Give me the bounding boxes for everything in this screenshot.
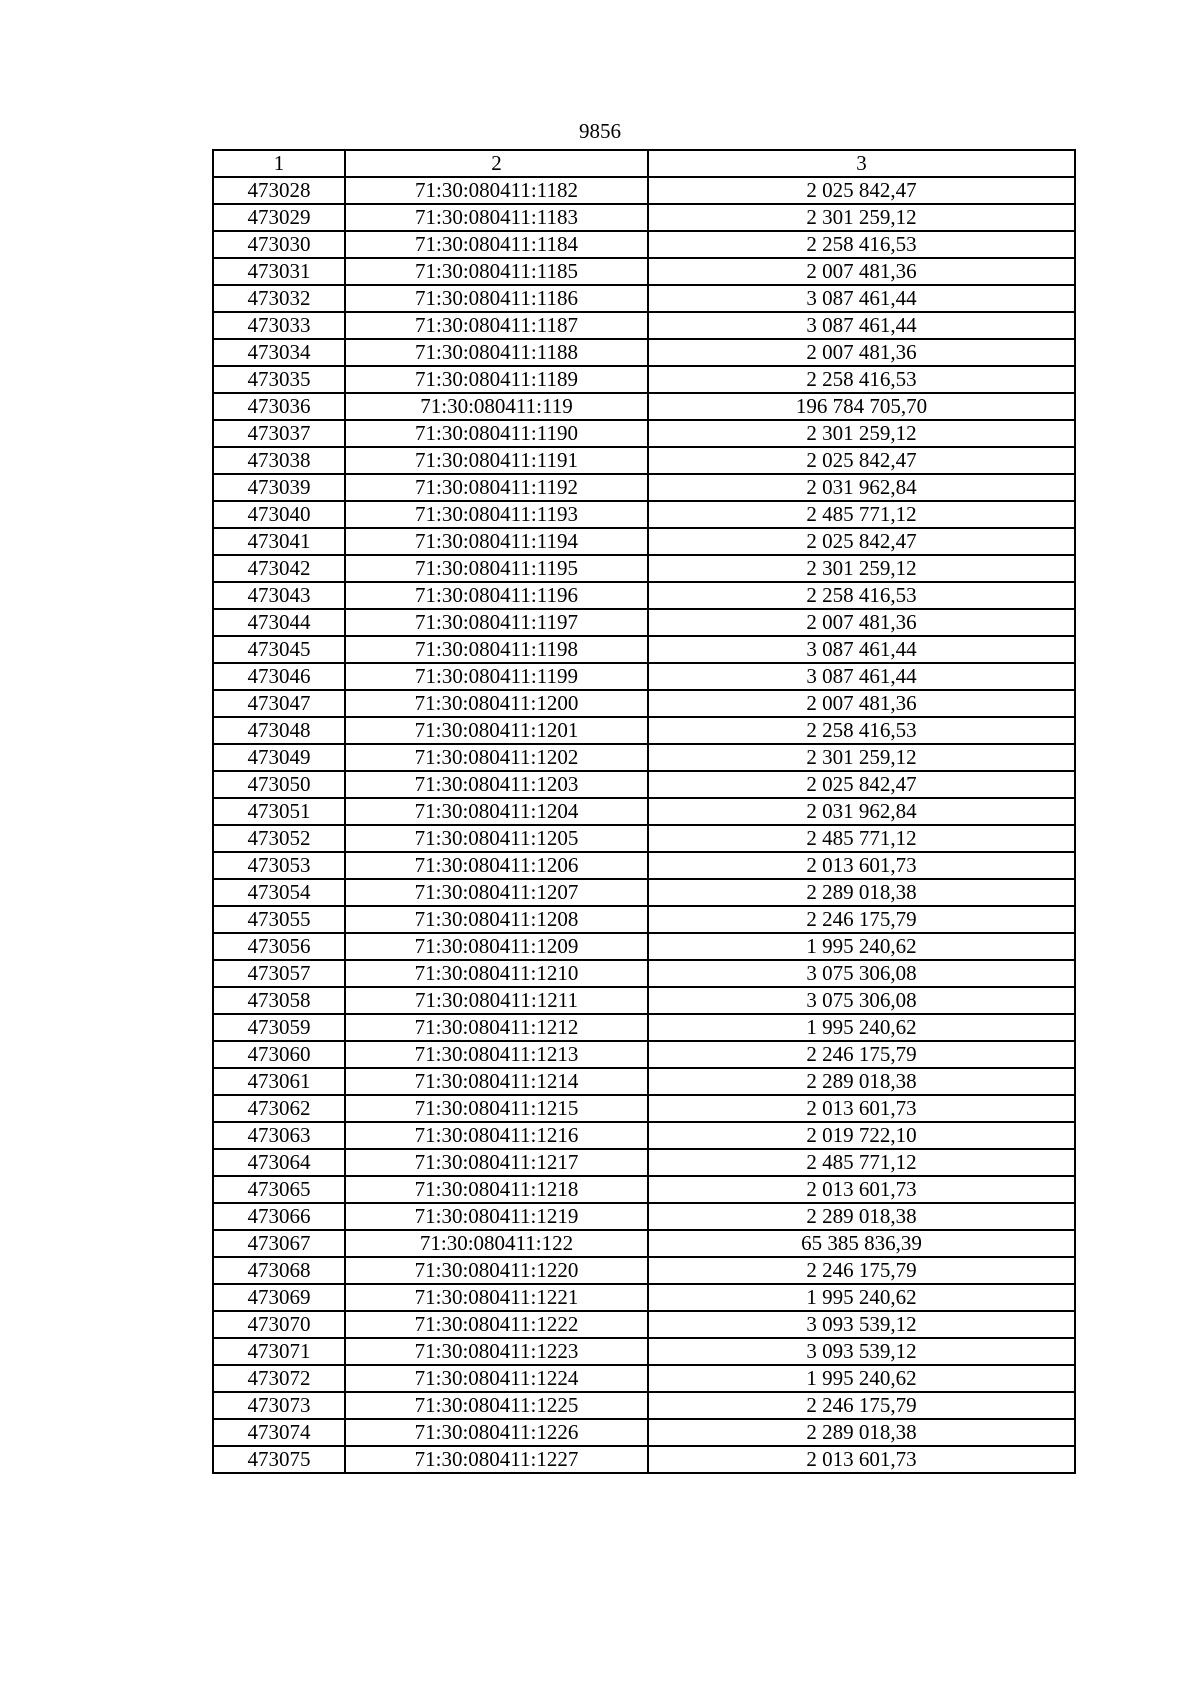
value-cell: 1 995 240,62 [648,1014,1075,1041]
value-cell: 3 093 539,12 [648,1311,1075,1338]
row-number-cell: 473065 [213,1176,345,1203]
cadastral-number-cell: 71:30:080411:1221 [345,1284,648,1311]
table-row [213,1392,1075,1419]
row-number-cell: 473033 [213,312,345,339]
value-cell: 3 075 306,08 [648,960,1075,987]
table-row [213,717,1075,744]
table-row [213,798,1075,825]
value-cell: 2 025 842,47 [648,447,1075,474]
table-row [213,339,1075,366]
value-cell: 2 258 416,53 [648,582,1075,609]
table-row [213,1257,1075,1284]
table-row [213,825,1075,852]
cadastral-number-cell: 71:30:080411:1213 [345,1041,648,1068]
row-number-cell: 473042 [213,555,345,582]
cadastral-number-cell: 71:30:080411:1200 [345,690,648,717]
table-row [213,285,1075,312]
cadastral-number-cell: 71:30:080411:1188 [345,339,648,366]
value-cell: 3 087 461,44 [648,312,1075,339]
row-number-cell: 473072 [213,1365,345,1392]
value-cell: 2 019 722,10 [648,1122,1075,1149]
value-cell: 2 013 601,73 [648,1446,1075,1473]
cadastral-number-cell: 71:30:080411:1220 [345,1257,648,1284]
table-row [213,177,1075,204]
value-cell: 2 031 962,84 [648,474,1075,501]
value-cell: 2 007 481,36 [648,690,1075,717]
value-cell: 2 246 175,79 [648,1392,1075,1419]
row-number-cell: 473055 [213,906,345,933]
table-row [213,393,1075,420]
row-number-cell: 473060 [213,1041,345,1068]
cadastral-number-cell: 71:30:080411:1205 [345,825,648,852]
row-number-cell: 473069 [213,1284,345,1311]
value-cell: 2 301 259,12 [648,555,1075,582]
value-cell: 1 995 240,62 [648,933,1075,960]
value-cell: 1 995 240,62 [648,1284,1075,1311]
value-cell: 3 075 306,08 [648,987,1075,1014]
table-row [213,528,1075,555]
value-cell: 2 246 175,79 [648,1257,1075,1284]
value-cell: 65 385 836,39 [648,1230,1075,1257]
row-number-cell: 473058 [213,987,345,1014]
row-number-cell: 473073 [213,1392,345,1419]
row-number-cell: 473064 [213,1149,345,1176]
table-row [213,1068,1075,1095]
value-cell: 2 025 842,47 [648,177,1075,204]
cadastral-number-cell: 71:30:080411:1212 [345,1014,648,1041]
row-number-cell: 473047 [213,690,345,717]
table-row [213,879,1075,906]
cadastral-number-cell: 71:30:080411:1223 [345,1338,648,1365]
header-cell-3: 3 [648,150,1075,177]
row-number-cell: 473062 [213,1095,345,1122]
cadastral-number-cell: 71:30:080411:122 [345,1230,648,1257]
table-row [213,933,1075,960]
row-number-cell: 473071 [213,1338,345,1365]
cadastral-number-cell: 71:30:080411:1222 [345,1311,648,1338]
value-cell: 2 258 416,53 [648,231,1075,258]
row-number-cell: 473051 [213,798,345,825]
table-row [213,690,1075,717]
cadastral-number-cell: 71:30:080411:1204 [345,798,648,825]
cadastral-number-cell: 71:30:080411:1196 [345,582,648,609]
cadastral-number-cell: 71:30:080411:1227 [345,1446,648,1473]
table-row [213,204,1075,231]
value-cell: 3 087 461,44 [648,663,1075,690]
table-row [213,987,1075,1014]
value-cell: 2 007 481,36 [648,609,1075,636]
value-cell: 2 031 962,84 [648,798,1075,825]
value-cell: 2 013 601,73 [648,1095,1075,1122]
row-number-cell: 473037 [213,420,345,447]
cadastral-number-cell: 71:30:080411:1207 [345,879,648,906]
cadastral-number-cell: 71:30:080411:1215 [345,1095,648,1122]
table-row [213,1311,1075,1338]
table-header-row [213,150,1075,177]
cadastral-number-cell: 71:30:080411:1219 [345,1203,648,1230]
value-cell: 2 025 842,47 [648,528,1075,555]
cadastral-number-cell: 71:30:080411:119 [345,393,648,420]
value-cell: 2 485 771,12 [648,825,1075,852]
table-row [213,582,1075,609]
cadastral-number-cell: 71:30:080411:1224 [345,1365,648,1392]
row-number-cell: 473063 [213,1122,345,1149]
cadastral-number-cell: 71:30:080411:1217 [345,1149,648,1176]
table-row [213,663,1075,690]
row-number-cell: 473043 [213,582,345,609]
value-cell: 2 258 416,53 [648,366,1075,393]
cadastral-number-cell: 71:30:080411:1192 [345,474,648,501]
cadastral-number-cell: 71:30:080411:1209 [345,933,648,960]
cadastral-number-cell: 71:30:080411:1225 [345,1392,648,1419]
row-number-cell: 473028 [213,177,345,204]
table-row [213,852,1075,879]
row-number-cell: 473059 [213,1014,345,1041]
cadastral-number-cell: 71:30:080411:1187 [345,312,648,339]
cadastral-number-cell: 71:30:080411:1206 [345,852,648,879]
table-row [213,1446,1075,1473]
value-cell: 2 289 018,38 [648,1203,1075,1230]
cadastral-number-cell: 71:30:080411:1201 [345,717,648,744]
table-row [213,1338,1075,1365]
cadastral-number-cell: 71:30:080411:1214 [345,1068,648,1095]
row-number-cell: 473066 [213,1203,345,1230]
cadastral-number-cell: 71:30:080411:1218 [345,1176,648,1203]
value-cell: 2 258 416,53 [648,717,1075,744]
cadastral-number-cell: 71:30:080411:1193 [345,501,648,528]
table-row [213,447,1075,474]
row-number-cell: 473050 [213,771,345,798]
cadastral-number-cell: 71:30:080411:1186 [345,285,648,312]
cadastral-number-cell: 71:30:080411:1185 [345,258,648,285]
table-row [213,609,1075,636]
row-number-cell: 473048 [213,717,345,744]
table-row [213,906,1075,933]
row-number-cell: 473049 [213,744,345,771]
value-cell: 2 007 481,36 [648,339,1075,366]
value-cell: 2 013 601,73 [648,1176,1075,1203]
row-number-cell: 473070 [213,1311,345,1338]
value-cell: 3 087 461,44 [648,636,1075,663]
value-cell: 2 246 175,79 [648,906,1075,933]
row-number-cell: 473061 [213,1068,345,1095]
cadastral-number-cell: 71:30:080411:1203 [345,771,648,798]
table-row [213,258,1075,285]
cadastral-number-cell: 71:30:080411:1208 [345,906,648,933]
row-number-cell: 473056 [213,933,345,960]
value-cell: 2 246 175,79 [648,1041,1075,1068]
table-row [213,312,1075,339]
row-number-cell: 473053 [213,852,345,879]
table-row [213,231,1075,258]
row-number-cell: 473067 [213,1230,345,1257]
value-cell: 2 301 259,12 [648,204,1075,231]
cadastral-number-cell: 71:30:080411:1190 [345,420,648,447]
table-row [213,636,1075,663]
table-row [213,771,1075,798]
page-number: 9856 [579,119,621,143]
data-table [212,149,1076,1474]
table-row [213,1203,1075,1230]
row-number-cell: 473052 [213,825,345,852]
header-cell-1: 1 [213,150,345,177]
cadastral-number-cell: 71:30:080411:1183 [345,204,648,231]
table-row [213,501,1075,528]
cadastral-number-cell: 71:30:080411:1195 [345,555,648,582]
value-cell: 2 025 842,47 [648,771,1075,798]
row-number-cell: 473030 [213,231,345,258]
value-cell: 2 301 259,12 [648,420,1075,447]
table-row [213,1014,1075,1041]
table-row [213,1095,1075,1122]
table-row [213,1041,1075,1068]
row-number-cell: 473032 [213,285,345,312]
value-cell: 1 995 240,62 [648,1365,1075,1392]
row-number-cell: 473038 [213,447,345,474]
table-row [213,1149,1075,1176]
table-row [213,555,1075,582]
row-number-cell: 473045 [213,636,345,663]
row-number-cell: 473036 [213,393,345,420]
cadastral-number-cell: 71:30:080411:1199 [345,663,648,690]
cadastral-number-cell: 71:30:080411:1191 [345,447,648,474]
table-row [213,1230,1075,1257]
table-row [213,960,1075,987]
cadastral-number-cell: 71:30:080411:1210 [345,960,648,987]
row-number-cell: 473041 [213,528,345,555]
row-number-cell: 473054 [213,879,345,906]
cadastral-number-cell: 71:30:080411:1211 [345,987,648,1014]
cadastral-number-cell: 71:30:080411:1194 [345,528,648,555]
row-number-cell: 473044 [213,609,345,636]
table-row [213,744,1075,771]
row-number-cell: 473040 [213,501,345,528]
row-number-cell: 473035 [213,366,345,393]
table-row [213,1419,1075,1446]
value-cell: 2 007 481,36 [648,258,1075,285]
header-cell-2: 2 [345,150,648,177]
value-cell: 3 087 461,44 [648,285,1075,312]
table-body [213,150,1075,1473]
row-number-cell: 473068 [213,1257,345,1284]
cadastral-number-cell: 71:30:080411:1197 [345,609,648,636]
value-cell: 196 784 705,70 [648,393,1075,420]
value-cell: 2 013 601,73 [648,852,1075,879]
row-number-cell: 473074 [213,1419,345,1446]
table-row [213,1284,1075,1311]
row-number-cell: 473057 [213,960,345,987]
table-row [213,420,1075,447]
row-number-cell: 473029 [213,204,345,231]
value-cell: 3 093 539,12 [648,1338,1075,1365]
table-row [213,366,1075,393]
value-cell: 2 289 018,38 [648,1068,1075,1095]
row-number-cell: 473034 [213,339,345,366]
value-cell: 2 301 259,12 [648,744,1075,771]
table-row [213,1122,1075,1149]
cadastral-number-cell: 71:30:080411:1184 [345,231,648,258]
value-cell: 2 289 018,38 [648,1419,1075,1446]
table-row [213,1176,1075,1203]
table-row [213,1365,1075,1392]
cadastral-number-cell: 71:30:080411:1198 [345,636,648,663]
cadastral-number-cell: 71:30:080411:1226 [345,1419,648,1446]
value-cell: 2 485 771,12 [648,1149,1075,1176]
table-row [213,474,1075,501]
cadastral-number-cell: 71:30:080411:1182 [345,177,648,204]
cadastral-number-cell: 71:30:080411:1202 [345,744,648,771]
row-number-cell: 473046 [213,663,345,690]
cadastral-number-cell: 71:30:080411:1216 [345,1122,648,1149]
row-number-cell: 473075 [213,1446,345,1473]
cadastral-number-cell: 71:30:080411:1189 [345,366,648,393]
value-cell: 2 289 018,38 [648,879,1075,906]
value-cell: 2 485 771,12 [648,501,1075,528]
row-number-cell: 473031 [213,258,345,285]
row-number-cell: 473039 [213,474,345,501]
